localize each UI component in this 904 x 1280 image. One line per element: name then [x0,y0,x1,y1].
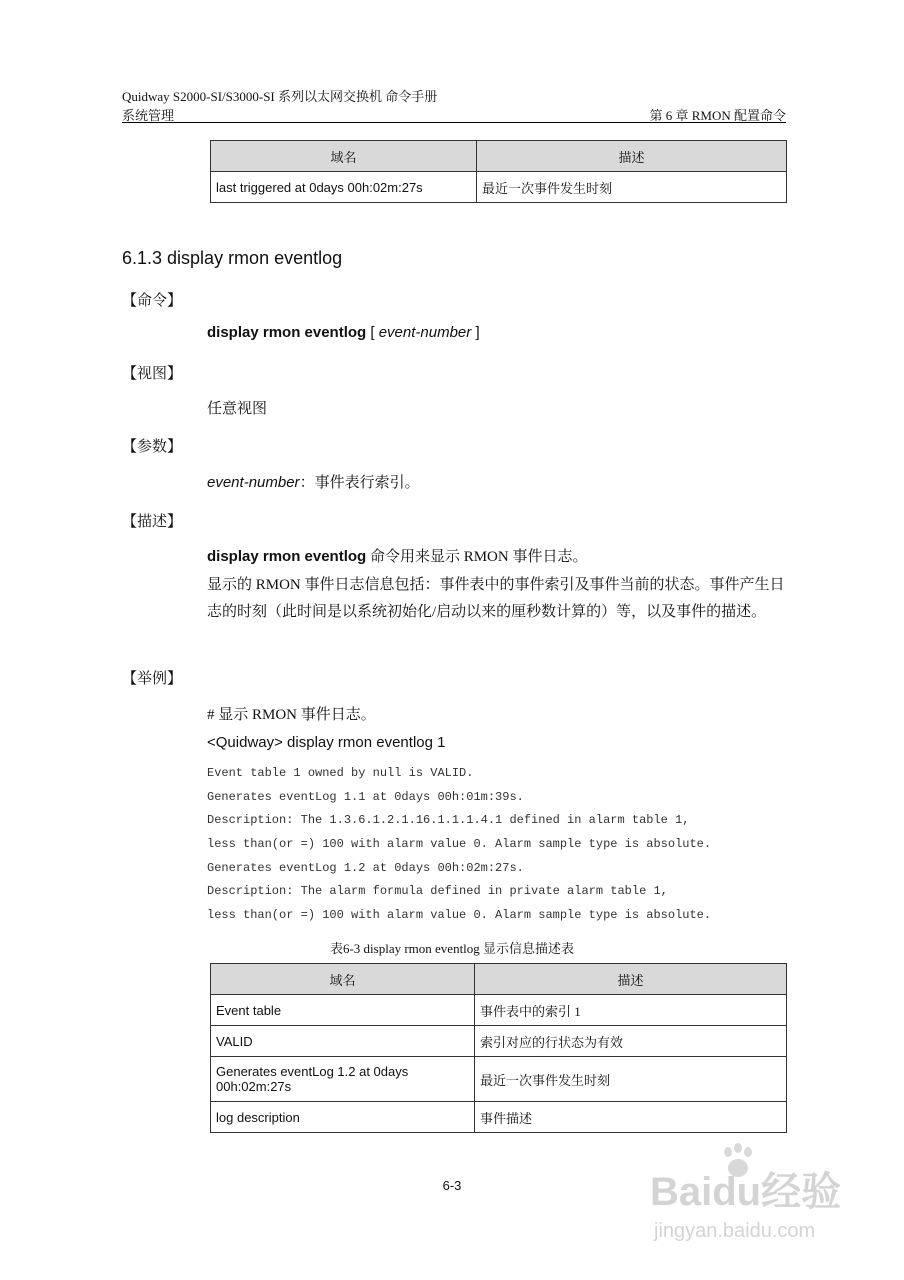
table-cell-field: Event table [211,995,475,1026]
code-output-line: Description: The 1.3.6.1.2.1.16.1.1.1.4.1 defined in alarm table 1, [207,813,690,827]
example-label: 【举例】 [122,671,183,687]
code-output-line: Generates eventLog 1.1 at 0days 00h:01m:39s. [207,790,524,804]
watermark-brand: Baidu经验 [650,1170,842,1214]
command-bracket-close: ] [471,324,480,341]
table-row [211,1057,787,1102]
table-row [211,1102,787,1133]
header-title: Quidway S2000-SI/S3000-SI 系列以太网交换机 命令手册 [122,89,438,104]
table-cell-description: 最近一次事件发生时刻 [475,1057,787,1102]
example-intro: # 显示 RMON 事件日志。 [207,707,376,723]
params-label: 【参数】 [122,439,183,455]
command-label: 【命令】 [122,293,183,309]
top-field-table [210,140,787,203]
command-bracket-open: [ [366,324,379,341]
eventlog-field-table [210,963,787,1133]
example-prompt: <Quidway> display rmon eventlog 1 [207,734,446,751]
header-chapter: 第 6 章 RMON 配置命令 [649,108,786,123]
param-desc: ：事件表行索引。 [299,475,420,491]
table-cell-description: 事件表中的索引 1 [475,995,787,1026]
table-caption: 表6-3 display rmon eventlog 显示信息描述表 [329,941,575,956]
description-label: 【描述】 [122,514,183,530]
code-output-line: Event table 1 owned by null is VALID. [207,766,474,780]
page-number: 6-3 [442,1178,462,1193]
table-row [211,995,787,1026]
description-command-name: display rmon eventlog [207,548,367,565]
params-line [207,471,420,492]
code-output-line: Generates eventLog 1.2 at 0days 00h:02m:27s. [207,861,524,875]
command-param: event-number [378,324,472,341]
code-output-line: Description: The alarm formula defined in private alarm table 1, [207,884,668,898]
table-header-description: 描述 [477,141,787,172]
table-cell-field: log description [211,1102,475,1133]
watermark-url: jingyan.baidu.com [654,1220,816,1242]
table-cell-description: 最近一次事件发生时刻 [477,172,787,203]
table-cell-field: VALID [211,1026,475,1057]
view-text: 任意视图 [207,401,268,417]
watermark [640,1140,860,1250]
table-header-description: 描述 [475,964,787,995]
table-row [211,1026,787,1057]
table-row [211,172,787,203]
header-section: 系统管理 [122,108,175,123]
command-name: display rmon eventlog [207,324,367,341]
description-command-line [207,545,587,566]
header-rule [122,122,786,123]
section-heading: 6.1.3 display rmon eventlog [122,248,343,268]
table-header-field: 域名 [211,141,477,172]
command-syntax [207,324,480,341]
table-header-field: 域名 [211,964,475,995]
view-label: 【视图】 [122,366,183,382]
code-output-line: less than(or =) 100 with alarm value 0. Alarm sample type is absolute. [207,908,712,922]
table-cell-description: 事件描述 [475,1102,787,1133]
description-paragraph: 显示的 RMON 事件日志信息包括：事件表中的事件索引及事件当前的状态。事件产生日志的时刻（此时间是以系统初始化/启动以来的厘秒数计算的）等，以及事件的描述。 [207,577,785,620]
table-cell-field: Generates eventLog 1.2 at 0days 00h:02m:27s [211,1057,475,1102]
description-command-text: 命令用来显示 RMON 事件日志。 [366,549,588,565]
table-cell-field: last triggered at 0days 00h:02m:27s [211,172,477,203]
table-cell-description: 索引对应的行状态为有效 [475,1026,787,1057]
param-name: event-number [207,474,300,491]
code-output-line: less than(or =) 100 with alarm value 0. Alarm sample type is absolute. [207,837,712,851]
